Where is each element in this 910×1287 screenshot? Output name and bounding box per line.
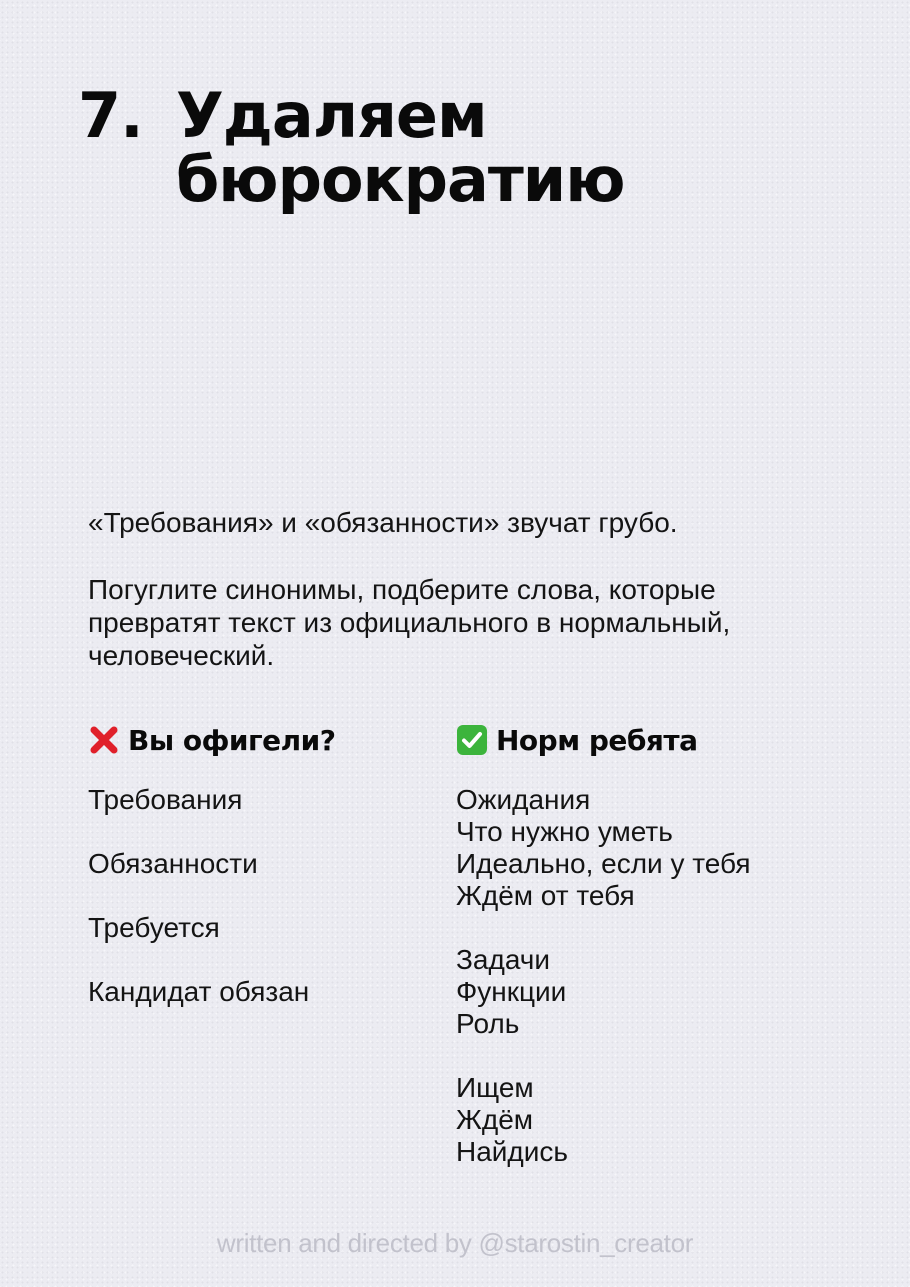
good-words-header xyxy=(456,718,876,762)
intro-text xyxy=(88,506,828,672)
title-text xyxy=(176,79,625,216)
list-item: Роль xyxy=(456,1008,520,1039)
intro-paragraph-2: Погуглите синонимы, подберите слова, которые превратят текст из официального в нормальный, человеческий. xyxy=(88,574,731,671)
check-mark-button-icon xyxy=(456,724,488,756)
list-item: Функции xyxy=(456,976,567,1007)
good-words-group-1 xyxy=(456,784,876,912)
list-item: Ищем xyxy=(456,1072,534,1103)
list-item: Найдись xyxy=(456,1136,568,1167)
list-item: Кандидат обязан xyxy=(88,976,310,1007)
cross-mark-icon xyxy=(88,724,120,756)
list-item: Ждём от тебя xyxy=(456,880,635,911)
list-item: Требования xyxy=(88,784,243,815)
bad-words-header xyxy=(88,718,428,762)
title-line-1: Удаляем xyxy=(176,79,487,152)
intro-paragraph-1: «Требования» и «обязанности» звучат грубо. xyxy=(88,507,678,538)
good-words-group-2 xyxy=(456,944,876,1040)
title-number: 7. xyxy=(78,79,143,152)
bad-words-list xyxy=(88,784,428,1008)
good-words-group-3 xyxy=(456,1072,876,1168)
page-title xyxy=(78,79,625,216)
list-item: Что нужно уметь xyxy=(456,816,673,847)
bad-words-column xyxy=(88,718,428,1040)
footer-credit: written and directed by @starostin_creator xyxy=(216,1228,694,1258)
good-words-column xyxy=(456,718,876,1200)
list-item: Ждём xyxy=(456,1104,534,1135)
bad-words-title: Вы офигели? xyxy=(128,723,336,757)
good-words-title: Норм ребята xyxy=(496,723,698,757)
title-line-2: бюрократию xyxy=(176,143,625,216)
list-item: Ожидания xyxy=(456,784,591,815)
list-item: Идеально, если у тебя xyxy=(456,848,751,879)
list-item: Требуется xyxy=(88,912,220,943)
list-item: Задачи xyxy=(456,944,551,975)
list-item: Обязанности xyxy=(88,848,258,879)
